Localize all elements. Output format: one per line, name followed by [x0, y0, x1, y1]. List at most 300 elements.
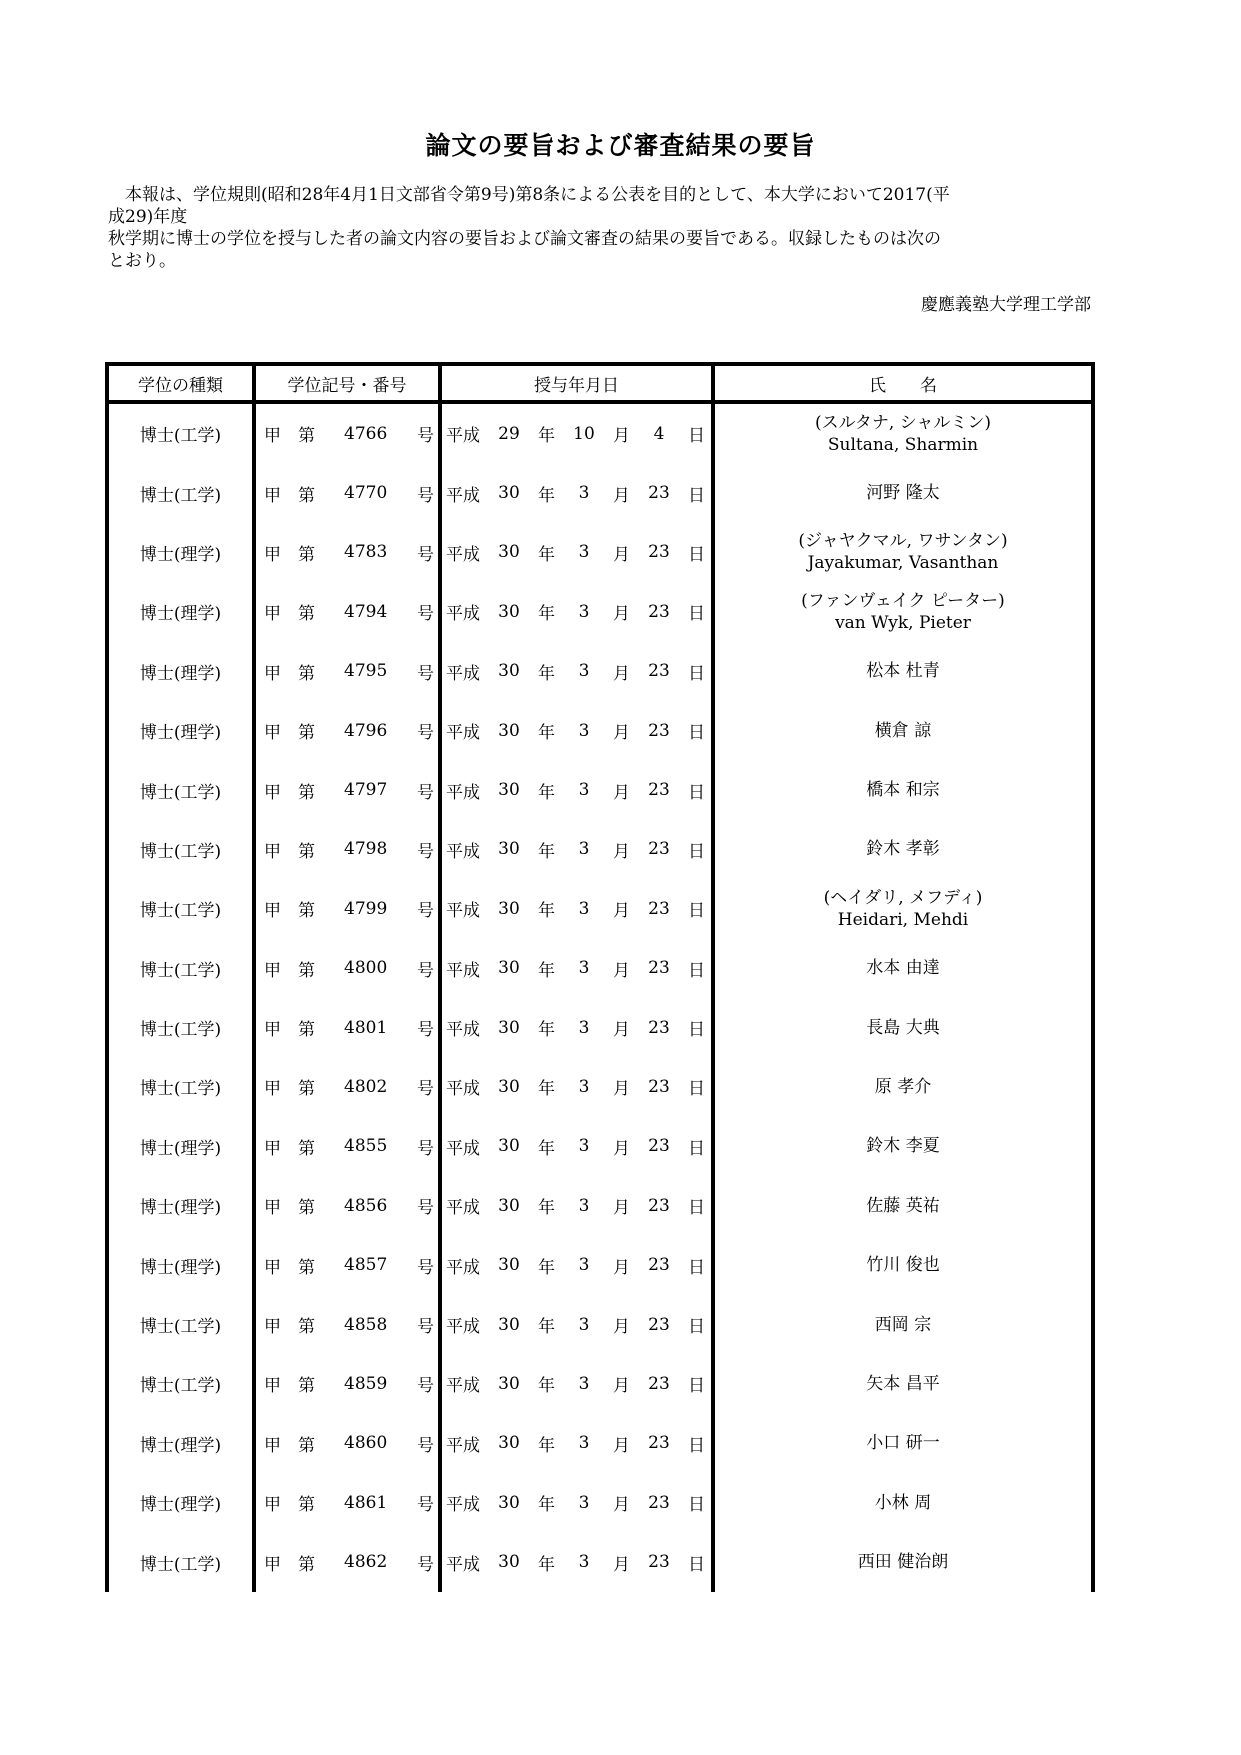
degree-number: 4862: [344, 1552, 388, 1573]
label-day: 日: [688, 841, 705, 862]
table-row: [107, 1354, 1093, 1413]
degree-number-cell: [254, 939, 440, 998]
label-kou: 甲: [264, 1376, 281, 1397]
award-date-cell: [440, 1176, 713, 1235]
label-day: 日: [688, 782, 705, 803]
label-kou: 甲: [264, 1198, 281, 1219]
table-row: [107, 1295, 1093, 1354]
label-month: 月: [613, 1495, 630, 1516]
degree-type-cell: 博士(工学): [107, 1057, 254, 1116]
award-date-cell: [440, 523, 713, 582]
date-day: 23: [648, 1076, 670, 1097]
date-day: 4: [653, 423, 665, 444]
label-dai: 第: [298, 663, 315, 684]
name-cell: [713, 939, 1093, 998]
label-dai: 第: [298, 1435, 315, 1456]
name-kana: (ファンヴェイク ピーター): [801, 590, 1005, 611]
degree-type-cell: 博士(理学): [107, 1473, 254, 1532]
date-year: 30: [498, 898, 520, 919]
name-text: 竹川 俊也: [866, 1255, 940, 1276]
label-kou: 甲: [264, 1435, 281, 1456]
table-row: [107, 1176, 1093, 1235]
label-year: 年: [538, 485, 555, 506]
label-go: 号: [417, 426, 434, 447]
table-row: [107, 820, 1093, 879]
name-cell: [713, 879, 1093, 938]
degree-number: 4770: [344, 483, 388, 504]
date-year: 29: [498, 423, 520, 444]
name-cell: [713, 1414, 1093, 1473]
label-kou: 甲: [264, 901, 281, 922]
award-date-cell: [440, 1057, 713, 1116]
table-row: [107, 1414, 1093, 1473]
label-year: 年: [538, 1554, 555, 1575]
label-era: 平成: [446, 1495, 480, 1516]
label-month: 月: [613, 841, 630, 862]
intro-line: 成29)年度: [108, 207, 188, 227]
degree-number-cell: [254, 1473, 440, 1532]
degree-type-cell: 博士(工学): [107, 760, 254, 819]
date-day: 23: [648, 1492, 670, 1513]
table-row: [107, 701, 1093, 760]
degree-type-cell: 博士(工学): [107, 998, 254, 1057]
degree-number: 4797: [344, 780, 388, 801]
degree-number-cell: [254, 1414, 440, 1473]
label-day: 日: [688, 663, 705, 684]
label-dai: 第: [298, 960, 315, 981]
date-month: 3: [578, 542, 590, 563]
label-year: 年: [538, 1376, 555, 1397]
name-text: 長島 大典: [866, 1017, 940, 1038]
label-year: 年: [538, 1435, 555, 1456]
award-date-cell: [440, 1532, 713, 1591]
name-romanized: Sultana, Sharmin: [827, 434, 979, 455]
label-kou: 甲: [264, 1554, 281, 1575]
table-row: [107, 1532, 1093, 1591]
degree-type-cell: 博士(理学): [107, 523, 254, 582]
label-day: 日: [688, 485, 705, 506]
date-year: 30: [498, 601, 520, 622]
award-date-cell: [440, 701, 713, 760]
label-go: 号: [417, 901, 434, 922]
name-kana: (ジャヤクマル, ワサンタン): [798, 531, 1008, 552]
intro-paragraph: [108, 184, 1088, 272]
label-day: 日: [688, 901, 705, 922]
label-go: 号: [417, 960, 434, 981]
name-romanized: van Wyk, Pieter: [835, 612, 971, 633]
degree-number-cell: [254, 463, 440, 522]
degree-type-cell: 博士(工学): [107, 402, 254, 463]
name-text: 西田 健治朗: [857, 1552, 949, 1573]
label-era: 平成: [446, 1020, 480, 1041]
date-year: 30: [498, 1373, 520, 1394]
label-go: 号: [417, 723, 434, 744]
label-era: 平成: [446, 1138, 480, 1159]
label-dai: 第: [298, 544, 315, 565]
date-day: 23: [648, 1136, 670, 1157]
degree-number-cell: [254, 760, 440, 819]
label-day: 日: [688, 1376, 705, 1397]
label-year: 年: [538, 1079, 555, 1100]
degree-type-cell: 博士(工学): [107, 1532, 254, 1591]
degree-type-cell: 博士(工学): [107, 879, 254, 938]
header-name: 氏 名: [713, 364, 1093, 402]
award-date-cell: [440, 879, 713, 938]
table-row: [107, 879, 1093, 938]
label-dai: 第: [298, 1198, 315, 1219]
label-month: 月: [613, 663, 630, 684]
degree-number: 4802: [344, 1076, 388, 1097]
date-month: 3: [578, 1433, 590, 1454]
award-date-cell: [440, 939, 713, 998]
label-go: 号: [417, 1079, 434, 1100]
label-year: 年: [538, 426, 555, 447]
name-cell: [713, 820, 1093, 879]
date-month: 3: [578, 1017, 590, 1038]
degree-number: 4794: [344, 601, 388, 622]
name-kana: (ヘイダリ, メフディ): [823, 887, 983, 908]
date-month: 3: [578, 839, 590, 860]
table-row: [107, 1057, 1093, 1116]
date-month: 3: [578, 1314, 590, 1335]
label-go: 号: [417, 1554, 434, 1575]
label-go: 号: [417, 841, 434, 862]
label-dai: 第: [298, 485, 315, 506]
label-dai: 第: [298, 782, 315, 803]
label-dai: 第: [298, 901, 315, 922]
table-row: [107, 998, 1093, 1057]
award-date-cell: [440, 1235, 713, 1294]
degree-number: 4798: [344, 839, 388, 860]
degree-number-cell: [254, 879, 440, 938]
name-cell: [713, 998, 1093, 1057]
label-day: 日: [688, 1317, 705, 1338]
label-dai: 第: [298, 1495, 315, 1516]
degree-number: 4766: [344, 423, 388, 444]
label-go: 号: [417, 782, 434, 803]
table-row: [107, 402, 1093, 463]
name-cell: [713, 1473, 1093, 1532]
award-date-cell: [440, 582, 713, 641]
label-kou: 甲: [264, 1495, 281, 1516]
table-row: [107, 642, 1093, 701]
label-day: 日: [688, 604, 705, 625]
label-dai: 第: [298, 1376, 315, 1397]
date-month: 3: [578, 1195, 590, 1216]
name-cell: [713, 1295, 1093, 1354]
label-month: 月: [613, 723, 630, 744]
label-month: 月: [613, 604, 630, 625]
date-month: 3: [578, 720, 590, 741]
label-era: 平成: [446, 485, 480, 506]
date-year: 30: [498, 1136, 520, 1157]
label-dai: 第: [298, 1554, 315, 1575]
date-year: 30: [498, 720, 520, 741]
date-day: 23: [648, 1552, 670, 1573]
name-text: 佐藤 英祐: [866, 1195, 940, 1216]
degree-number: 4783: [344, 542, 388, 563]
degree-number: 4799: [344, 898, 388, 919]
label-kou: 甲: [264, 1138, 281, 1159]
label-kou: 甲: [264, 1020, 281, 1041]
name-cell: [713, 1354, 1093, 1413]
date-day: 23: [648, 661, 670, 682]
label-month: 月: [613, 1079, 630, 1100]
date-month: 3: [578, 483, 590, 504]
date-day: 23: [648, 780, 670, 801]
label-year: 年: [538, 663, 555, 684]
table-row: [107, 463, 1093, 522]
degree-number-cell: [254, 820, 440, 879]
label-dai: 第: [298, 604, 315, 625]
date-day: 23: [648, 1373, 670, 1394]
intro-line: 秋学期に博士の学位を授与した者の論文内容の要旨および論文審査の結果の要旨である。収録したものは次の: [108, 229, 941, 249]
degree-type-cell: 博士(理学): [107, 1117, 254, 1176]
label-kou: 甲: [264, 604, 281, 625]
table-row: [107, 1235, 1093, 1294]
degree-number: 4796: [344, 720, 388, 741]
label-year: 年: [538, 1020, 555, 1041]
table-row: [107, 1117, 1093, 1176]
header-degree-type: 学位の種類: [107, 364, 254, 402]
date-day: 23: [648, 1255, 670, 1276]
name-romanized: Heidari, Mehdi: [837, 909, 969, 930]
name-cell: [713, 1057, 1093, 1116]
degree-number: 4860: [344, 1433, 388, 1454]
label-kou: 甲: [264, 426, 281, 447]
award-date-cell: [440, 998, 713, 1057]
name-cell: [713, 1235, 1093, 1294]
degree-number-cell: [254, 1117, 440, 1176]
name-text: 水本 由達: [866, 958, 940, 979]
label-go: 号: [417, 1376, 434, 1397]
label-day: 日: [688, 1198, 705, 1219]
date-month: 3: [578, 1492, 590, 1513]
label-go: 号: [417, 485, 434, 506]
degree-number-cell: [254, 1176, 440, 1235]
label-day: 日: [688, 544, 705, 565]
degree-type-cell: 博士(工学): [107, 1295, 254, 1354]
table-body: [107, 402, 1093, 1592]
header-award-date: 授与年月日: [440, 364, 713, 402]
date-month: 3: [578, 1076, 590, 1097]
degree-type-cell: 博士(理学): [107, 1414, 254, 1473]
date-month: 3: [578, 958, 590, 979]
label-kou: 甲: [264, 485, 281, 506]
date-year: 30: [498, 780, 520, 801]
award-date-cell: [440, 463, 713, 522]
name-cell: [713, 1117, 1093, 1176]
degree-number: 4857: [344, 1255, 388, 1276]
table-row: [107, 939, 1093, 998]
label-day: 日: [688, 1138, 705, 1159]
label-year: 年: [538, 604, 555, 625]
date-month: 3: [578, 1552, 590, 1573]
name-text: 小口 研一: [866, 1433, 940, 1454]
degree-number: 4861: [344, 1492, 388, 1513]
date-month: 3: [578, 1373, 590, 1394]
name-text: 矢本 昌平: [866, 1373, 940, 1394]
degree-number-cell: [254, 1235, 440, 1294]
date-month: 3: [578, 661, 590, 682]
date-year: 30: [498, 1017, 520, 1038]
label-month: 月: [613, 1376, 630, 1397]
label-dai: 第: [298, 1138, 315, 1159]
intro-line: 本報は、学位規則(昭和28年4月1日文部省令第9号)第8条による公表を目的として、本大学において2017(平: [125, 185, 950, 205]
label-era: 平成: [446, 782, 480, 803]
label-day: 日: [688, 1495, 705, 1516]
label-dai: 第: [298, 426, 315, 447]
date-year: 30: [498, 1314, 520, 1335]
table-row: [107, 523, 1093, 582]
label-kou: 甲: [264, 1257, 281, 1278]
label-year: 年: [538, 1495, 555, 1516]
label-day: 日: [688, 960, 705, 981]
label-month: 月: [613, 901, 630, 922]
date-day: 23: [648, 1195, 670, 1216]
table-header-row: [107, 364, 1093, 402]
degree-number-cell: [254, 642, 440, 701]
name-text: 西岡 宗: [874, 1314, 932, 1335]
degree-number-cell: [254, 701, 440, 760]
degree-type-cell: 博士(理学): [107, 582, 254, 641]
award-date-cell: [440, 642, 713, 701]
table-row: [107, 1473, 1093, 1532]
degree-type-cell: 博士(理学): [107, 1176, 254, 1235]
label-era: 平成: [446, 544, 480, 565]
organization-name: 慶應義塾大学理工学部: [921, 295, 1091, 315]
degree-type-cell: 博士(工学): [107, 1354, 254, 1413]
label-dai: 第: [298, 1079, 315, 1100]
name-cell: [713, 523, 1093, 582]
label-month: 月: [613, 1198, 630, 1219]
label-day: 日: [688, 1079, 705, 1100]
label-month: 月: [613, 426, 630, 447]
award-date-cell: [440, 1117, 713, 1176]
date-day: 23: [648, 1433, 670, 1454]
label-go: 号: [417, 1435, 434, 1456]
label-go: 号: [417, 1138, 434, 1159]
label-day: 日: [688, 1020, 705, 1041]
label-kou: 甲: [264, 723, 281, 744]
degree-number-cell: [254, 998, 440, 1057]
name-text: 小林 周: [874, 1492, 932, 1513]
date-month: 3: [578, 1255, 590, 1276]
label-era: 平成: [446, 1376, 480, 1397]
label-year: 年: [538, 841, 555, 862]
label-day: 日: [688, 723, 705, 744]
date-month: 3: [578, 1136, 590, 1157]
label-kou: 甲: [264, 544, 281, 565]
label-era: 平成: [446, 1079, 480, 1100]
name-cell: [713, 701, 1093, 760]
label-month: 月: [613, 485, 630, 506]
degree-number-cell: [254, 582, 440, 641]
name-romanized: Jayakumar, Vasanthan: [807, 553, 999, 574]
date-day: 23: [648, 1017, 670, 1038]
label-kou: 甲: [264, 1317, 281, 1338]
name-text: 橋本 和宗: [866, 780, 940, 801]
date-year: 30: [498, 542, 520, 563]
date-day: 23: [648, 542, 670, 563]
date-day: 23: [648, 1314, 670, 1335]
document-title: 論文の要旨および審査結果の要旨: [425, 131, 816, 160]
degree-number-cell: [254, 402, 440, 463]
name-cell: [713, 1532, 1093, 1591]
degree-number-cell: [254, 1532, 440, 1591]
label-go: 号: [417, 604, 434, 625]
degree-number-cell: [254, 523, 440, 582]
date-year: 30: [498, 1255, 520, 1276]
label-year: 年: [538, 1198, 555, 1219]
date-year: 30: [498, 1433, 520, 1454]
date-year: 30: [498, 483, 520, 504]
label-era: 平成: [446, 1257, 480, 1278]
name-text: 鈴木 孝彰: [866, 839, 940, 860]
date-month: 3: [578, 898, 590, 919]
date-year: 30: [498, 1552, 520, 1573]
date-day: 23: [648, 839, 670, 860]
degree-number-cell: [254, 1057, 440, 1116]
date-day: 23: [648, 958, 670, 979]
label-day: 日: [688, 426, 705, 447]
label-day: 日: [688, 1257, 705, 1278]
name-text: 横倉 諒: [874, 720, 932, 741]
intro-line: とおり。: [108, 251, 176, 271]
degree-type-cell: 博士(工学): [107, 820, 254, 879]
award-date-cell: [440, 1414, 713, 1473]
label-kou: 甲: [264, 782, 281, 803]
degree-number: 4855: [344, 1136, 388, 1157]
date-day: 23: [648, 898, 670, 919]
label-era: 平成: [446, 723, 480, 744]
name-cell: [713, 642, 1093, 701]
name-cell: [713, 760, 1093, 819]
label-era: 平成: [446, 901, 480, 922]
award-date-cell: [440, 760, 713, 819]
date-year: 30: [498, 1195, 520, 1216]
name-text: 鈴木 李夏: [866, 1136, 940, 1157]
table-row: [107, 582, 1093, 641]
date-month: 3: [578, 780, 590, 801]
label-month: 月: [613, 544, 630, 565]
date-month: 3: [578, 601, 590, 622]
label-era: 平成: [446, 960, 480, 981]
label-kou: 甲: [264, 841, 281, 862]
date-day: 23: [648, 601, 670, 622]
label-era: 平成: [446, 604, 480, 625]
label-dai: 第: [298, 841, 315, 862]
label-go: 号: [417, 544, 434, 565]
name-cell: [713, 463, 1093, 522]
name-text: 河野 隆太: [866, 483, 940, 504]
label-year: 年: [538, 723, 555, 744]
label-month: 月: [613, 1435, 630, 1456]
date-year: 30: [498, 1076, 520, 1097]
degree-number-cell: [254, 1295, 440, 1354]
label-dai: 第: [298, 1020, 315, 1041]
label-dai: 第: [298, 1317, 315, 1338]
name-text: 松本 杜青: [866, 661, 940, 682]
name-kana: (スルタナ, シャルミン): [814, 412, 992, 433]
degree-type-cell: 博士(工学): [107, 939, 254, 998]
label-month: 月: [613, 960, 630, 981]
degree-type-cell: 博士(理学): [107, 701, 254, 760]
label-kou: 甲: [264, 960, 281, 981]
name-cell: [713, 1176, 1093, 1235]
name-cell: [713, 402, 1093, 463]
degree-number: 4801: [344, 1017, 388, 1038]
